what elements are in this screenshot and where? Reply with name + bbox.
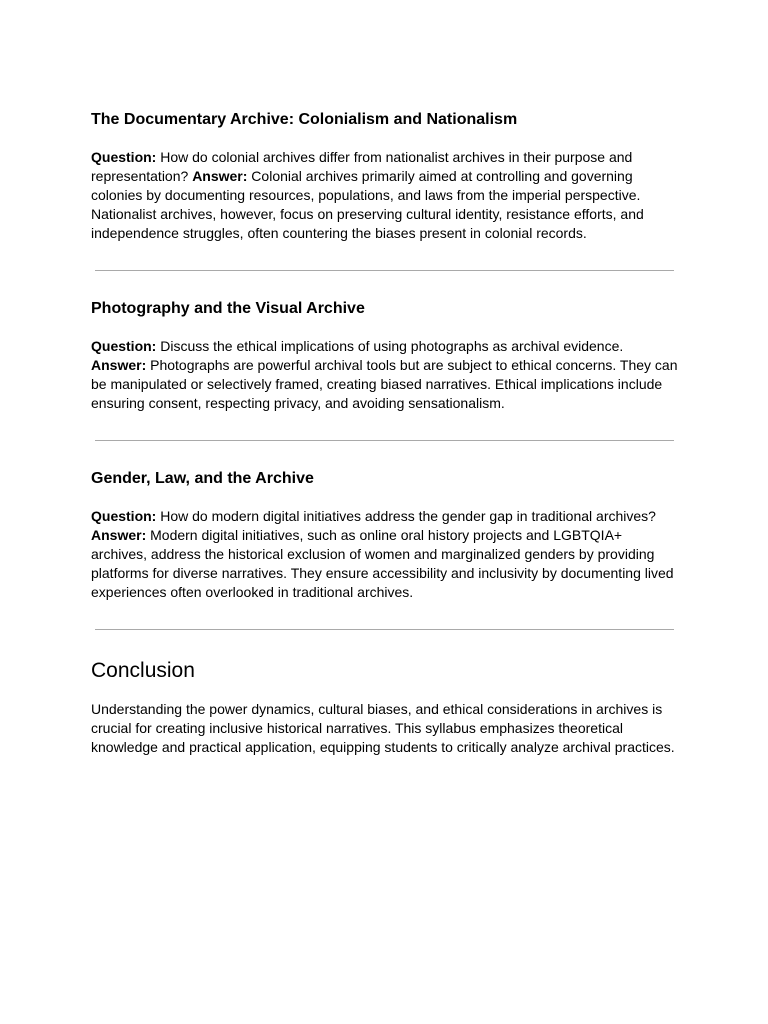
section-divider bbox=[95, 629, 674, 630]
section-documentary-archive bbox=[91, 108, 681, 243]
section-title: Photography and the Visual Archive bbox=[91, 300, 365, 317]
answer-text: Colonial archives primarily aimed at controlling and governing colonies by documenting resources, populations, and laws from the imperial perspective. Nationalist archives, however, focus on preserving cultural identity, resistance efforts, and independence struggles, often countering the biases present in colonial records. bbox=[91, 168, 644, 241]
question-label: Question: bbox=[91, 149, 157, 165]
document-content bbox=[91, 108, 681, 757]
section-conclusion bbox=[91, 656, 681, 757]
section-divider bbox=[95, 270, 674, 271]
answer-label: Answer: bbox=[91, 357, 147, 373]
question-text: How do modern digital initiatives address the gender gap in traditional archives? bbox=[156, 508, 656, 524]
question-text: Discuss the ethical implications of using photographs as archival evidence. bbox=[156, 338, 624, 354]
section-title: The Documentary Archive: Colonialism and Nationalism bbox=[91, 111, 518, 128]
section-title: Gender, Law, and the Archive bbox=[91, 470, 314, 487]
conclusion-title: Conclusion bbox=[91, 659, 195, 682]
section-divider bbox=[95, 440, 674, 441]
answer-text: Photographs are powerful archival tools but are subject to ethical concerns. They can be manipulated or selectively framed, creating biased narratives. Ethical implications include ensuring consent, respecting privacy, and avoiding sensationalism. bbox=[91, 357, 678, 411]
answer-label: Answer: bbox=[91, 527, 147, 543]
question-label: Question: bbox=[91, 508, 157, 524]
answer-text: Modern digital initiatives, such as online oral history projects and LGBTQIA+ archives, address the historical exclusion of women and marginalized genders by providing platforms for diverse narratives. They ensure accessibility and inclusivity by documenting lived experiences often overlooked in traditional archives. bbox=[91, 527, 674, 600]
answer-label: Answer: bbox=[192, 168, 248, 184]
question-text: How do colonial archives differ from nationalist archives in their purpose and representation? bbox=[91, 149, 633, 184]
question-answer-paragraph bbox=[91, 337, 681, 413]
section-gender-law bbox=[91, 467, 681, 602]
question-answer-paragraph bbox=[91, 148, 681, 243]
conclusion-body: Understanding the power dynamics, cultural biases, and ethical considerations in archives is crucial for creating inclusive historical narratives. This syllabus emphasizes theoretical knowledge and practical application, equipping students to critically analyze archival practices. bbox=[91, 701, 675, 755]
question-answer-paragraph bbox=[91, 507, 681, 602]
question-label: Question: bbox=[91, 338, 157, 354]
section-photography bbox=[91, 297, 681, 413]
